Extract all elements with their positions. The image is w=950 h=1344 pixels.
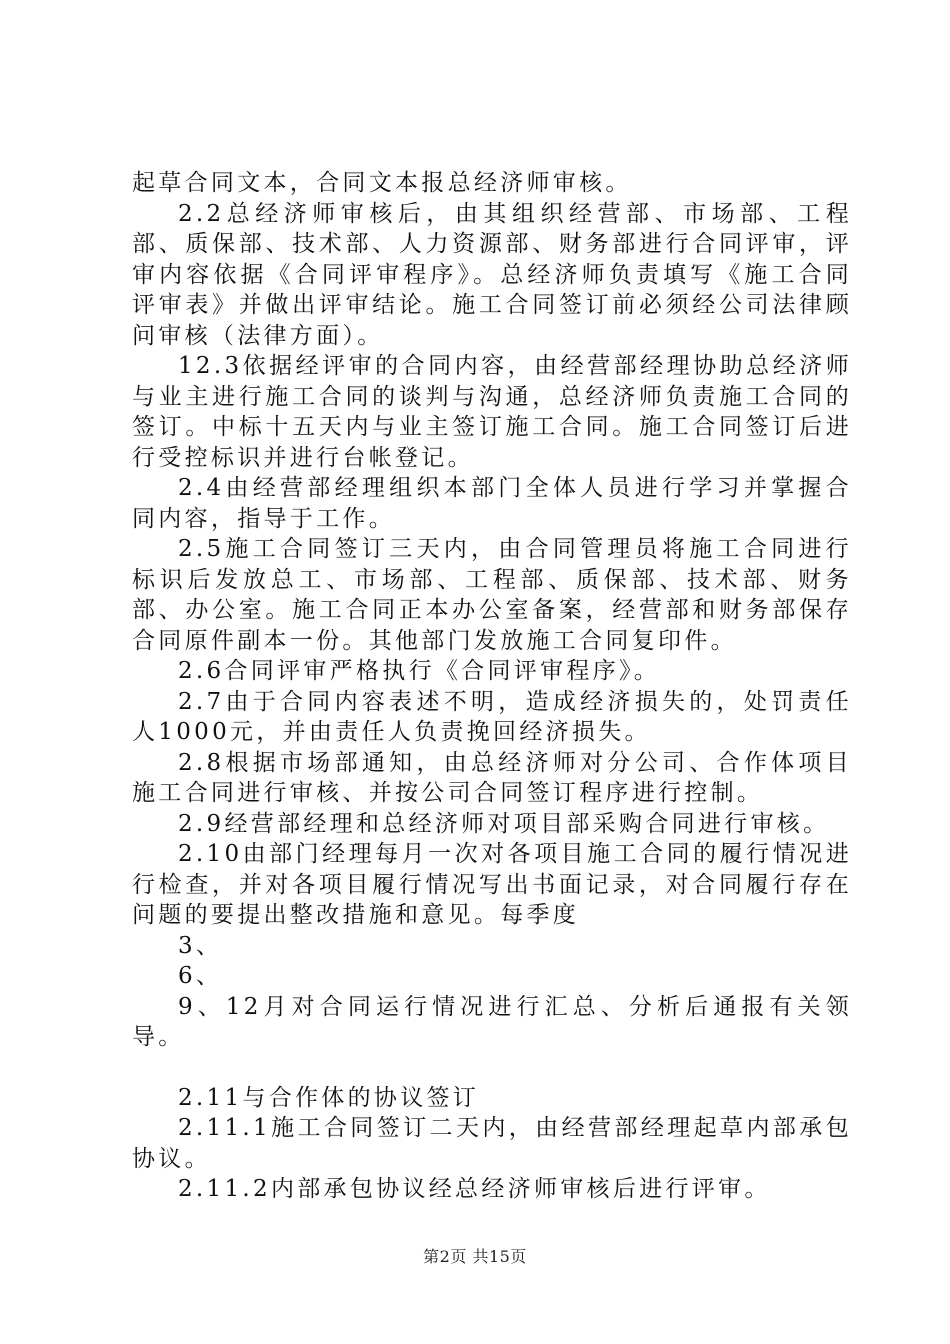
paragraph-2-3: 12.3依据经评审的合同内容，由经营部经理协助总经济师与业主进行施工合同的谈判与沟通，总经济师负责施工合同的签订。中标十五天内与业主签订施工合同。施工合同签订后进行受控标识并进行台帐登记。: [132, 353, 852, 471]
paragraph-2-8: 2.8根据市场部通知，由总经济师对分公司、合作体项目施工合同进行审核、并按公司合同签订程序进行控制。: [132, 749, 852, 806]
paragraph-2-2: 2.2总经济师审核后，由其组织经营部、市场部、工程部、质保部、技术部、人力资源部、财务部进行合同评审，评审内容依据《合同评审程序》。总经济师负责填写《施工合同评审表》并做出评审结论。施工合同签订前必须经公司法律顾问审核（法律方面）。: [132, 200, 852, 349]
page-footer: 第2页 共15页: [423, 1247, 527, 1266]
document-body: [132, 168, 852, 1205]
paragraph-2-11-2: 2.11.2内部承包协议经总经济师审核后进行评审。: [178, 1176, 771, 1202]
paragraph-month-6: 6、: [178, 963, 223, 989]
paragraph-2-9: 2.9经营部经理和总经济师对项目部采购合同进行审核。: [178, 810, 830, 837]
paragraph-month-3: 3、: [178, 932, 223, 959]
paragraph-2-4: 2.4由经营部经理组织本部门全体人员进行学习并掌握合同内容，指导于工作。: [132, 475, 852, 532]
paragraph-2-6: 2.6合同评审严格执行《合同评审程序》。: [178, 658, 661, 684]
paragraph-2-5: 2.5施工合同签订三天内，由合同管理员将施工合同进行标识后发放总工、市场部、工程部、质保部、技术部、财务部、办公室。施工合同正本办公室备案，经营部和财务部保存合同原件副本一份。其他部门发放施工合同复印件。: [132, 536, 852, 654]
paragraph-gap: [132, 1053, 852, 1083]
paragraph-2-7: 2.7由于合同内容表述不明，造成经济损失的，处罚责任人1000元，并由责任人负责挽回经济损失。: [132, 688, 852, 745]
paragraph-2-11: 2.11与合作体的协议签订: [178, 1084, 480, 1111]
paragraph-month-9-12: 9、12月对合同运行情况进行汇总、分析后通报有关领导。: [132, 993, 852, 1050]
paragraph-2-11-1: 2.11.1施工合同签订二天内，由经营部经理起草内部承包协议。: [132, 1115, 852, 1172]
paragraph-continuation: 起草合同文本，合同文本报总经济师审核。: [132, 170, 632, 196]
paragraph-2-10: 2.10由部门经理每月一次对各项目施工合同的履行情况进行检查，并对各项目履行情况写出书面记录，对合同履行存在问题的要提出整改措施和意见。每季度: [132, 841, 852, 928]
